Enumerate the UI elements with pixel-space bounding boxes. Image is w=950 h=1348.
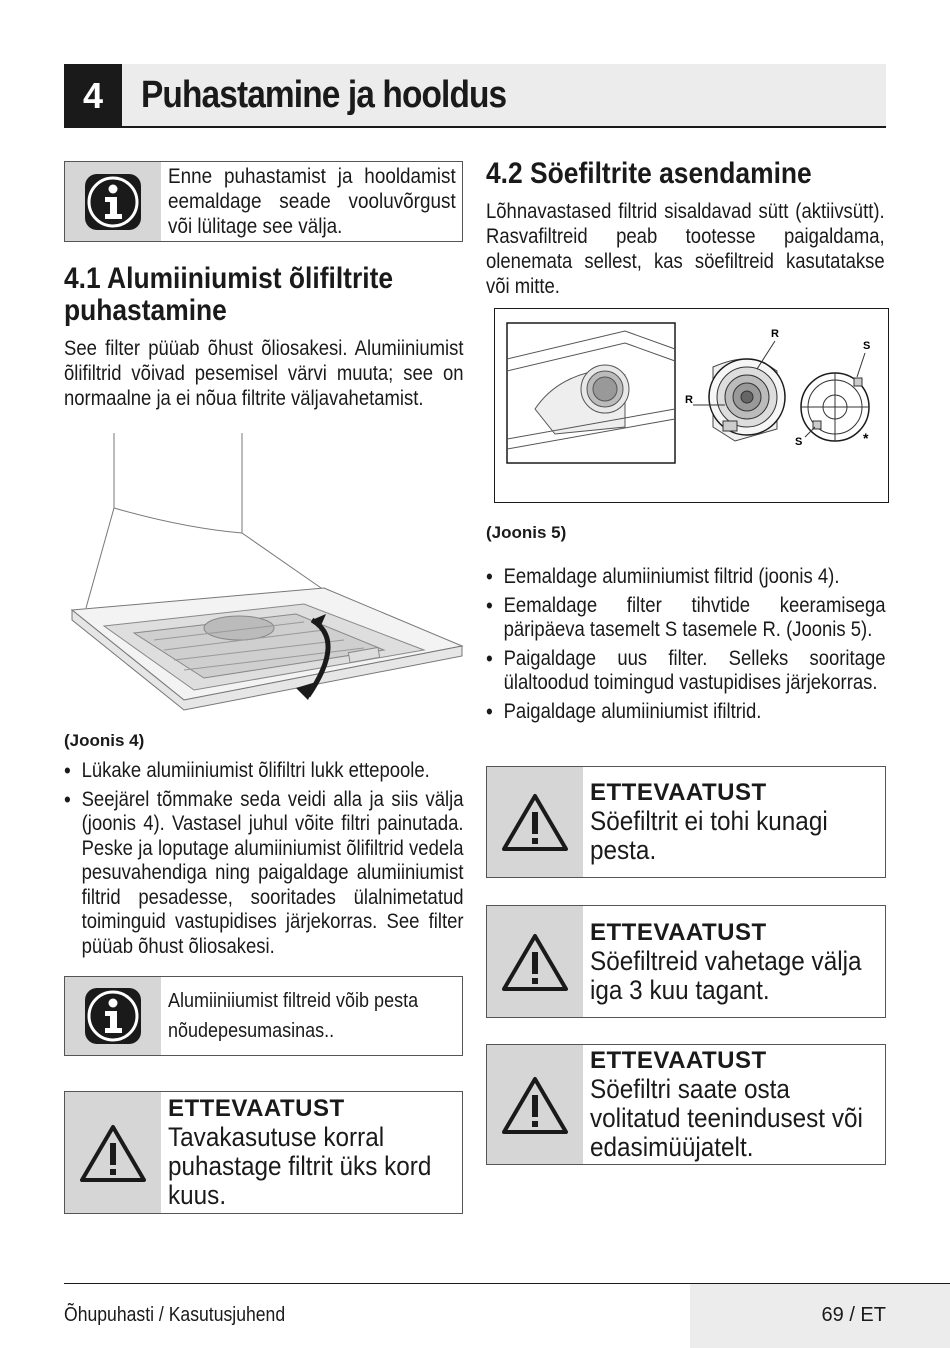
warning-text: Söefiltreid vahetage välja iga 3 kuu tagant. xyxy=(590,945,862,1005)
list-item: • Paigaldage uus filter. Selleks sooritage ülaltoodud toimingud vastupidises järjekorras. xyxy=(486,647,886,696)
section-4-1-intro: See filter püüab õhust õliosakesi. Alumiiniumist õlifiltrid võivad pesemisel värvi muuta; see on normaalne ja ei nõua filtrite väljavahetamist. xyxy=(64,337,464,410)
warning-text: Söefiltrit ei tohi kunagi pesta. xyxy=(590,806,828,865)
info-icon-container xyxy=(65,977,161,1055)
figure-4-caption: (Joonis 4) xyxy=(64,731,145,750)
warning-title: ETTEVAATUST xyxy=(590,918,767,946)
list-item: • Seejärel tõmmake seda veidi alla ja siis välja (joonis 4). Vastasel juhul võite filtri painutada. Peske ja loputage alumiiniumist õlifiltrid vedela pesuvahendiga ning paigaldage alumiiniumist filtrid pesadesse, sooritades ülalnimetatud toiminguid vastupidises järjekorras. See filter püüab õhust õliosakesi. xyxy=(64,788,464,960)
warning-title: ETTEVAATUST xyxy=(590,779,767,806)
footer-document-title: Õhupuhasti / Kasutusjuhend xyxy=(64,1304,286,1326)
warning-text: Söefiltri saate osta volitatud teenindusest või edasimüüjatelt. xyxy=(590,1074,863,1162)
figure-5-caption: (Joonis 5) xyxy=(486,523,567,542)
section-4-2-steps xyxy=(486,565,886,728)
section-title-4-1: 4.1 Alumiiniumist õlifiltrite puhastamine xyxy=(64,262,394,327)
info-icon-container xyxy=(65,162,161,241)
warning-triangle-icon xyxy=(501,932,569,992)
figure-label-s: S xyxy=(863,340,871,352)
warning-triangle-icon xyxy=(501,1075,569,1135)
warning-icon-container xyxy=(487,1045,583,1164)
info-note-dishwasher xyxy=(64,976,463,1056)
footer-page-number: 69 / ET xyxy=(821,1304,886,1326)
warning-where-to-buy xyxy=(486,1044,886,1165)
chapter-number: 4 xyxy=(64,64,122,128)
chapter-title: Puhastamine ja hooldus xyxy=(141,74,507,116)
list-item: • Paigaldage alumiiniumist ifiltrid. xyxy=(486,700,886,725)
warning-monthly-clean xyxy=(64,1091,463,1214)
warning-icon-container xyxy=(487,767,583,877)
figure-label-r: R xyxy=(771,328,779,340)
info-icon xyxy=(85,988,141,1044)
chapter-header xyxy=(64,64,886,128)
section-4-2-intro: Lõhnavastased filtrid sisaldavad sütt (aktiivsütt). Rasvafiltreid peab tootesse paigaldama, olenemata sellest, kas söefiltreid kasutatakse või mitte. xyxy=(486,200,885,298)
warning-replace-interval xyxy=(486,905,886,1018)
list-item: • Eemaldage alumiiniumist filtrid (joonis 4). xyxy=(486,565,886,590)
figure-label-s: S xyxy=(795,436,803,448)
info-note-power xyxy=(64,161,463,242)
warning-icon-container xyxy=(487,906,583,1017)
info-note-text: Enne puhastamist ja hooldamist eemaldage seade vooluvõrgust või lülitage see välja. xyxy=(168,165,456,238)
info-icon xyxy=(85,174,141,230)
filter-figure-5 xyxy=(494,308,889,503)
warning-text: Tavakasutuse korral puhastage filtrit üks kord kuus. xyxy=(168,1122,432,1210)
warning-triangle-icon xyxy=(501,792,569,852)
warning-triangle-icon xyxy=(79,1123,147,1183)
figure-label-r: R xyxy=(685,394,693,406)
warning-never-wash xyxy=(486,766,886,878)
warning-title: ETTEVAATUST xyxy=(590,1047,767,1074)
hood-figure-4 xyxy=(64,428,464,728)
section-title-4-2: 4.2 Söefiltrite asendamine xyxy=(486,157,812,190)
list-item: • Eemaldage filter tihvtide keeramisega päripäeva tasemelt S tasemele R. (Joonis 5). xyxy=(486,594,886,643)
warning-icon-container xyxy=(65,1092,161,1213)
info-note-text: Alumiiniiumist filtreid võib pesta nõudepesumasinas.. xyxy=(168,990,419,1042)
footer-page-tab xyxy=(690,1284,950,1348)
warning-title: ETTEVAATUST xyxy=(168,1095,345,1122)
figure-label-star: * xyxy=(863,430,869,446)
section-4-1-steps xyxy=(64,759,464,963)
list-item: • Lükake alumiiniumist õlifiltri lukk ettepoole. xyxy=(64,759,464,784)
